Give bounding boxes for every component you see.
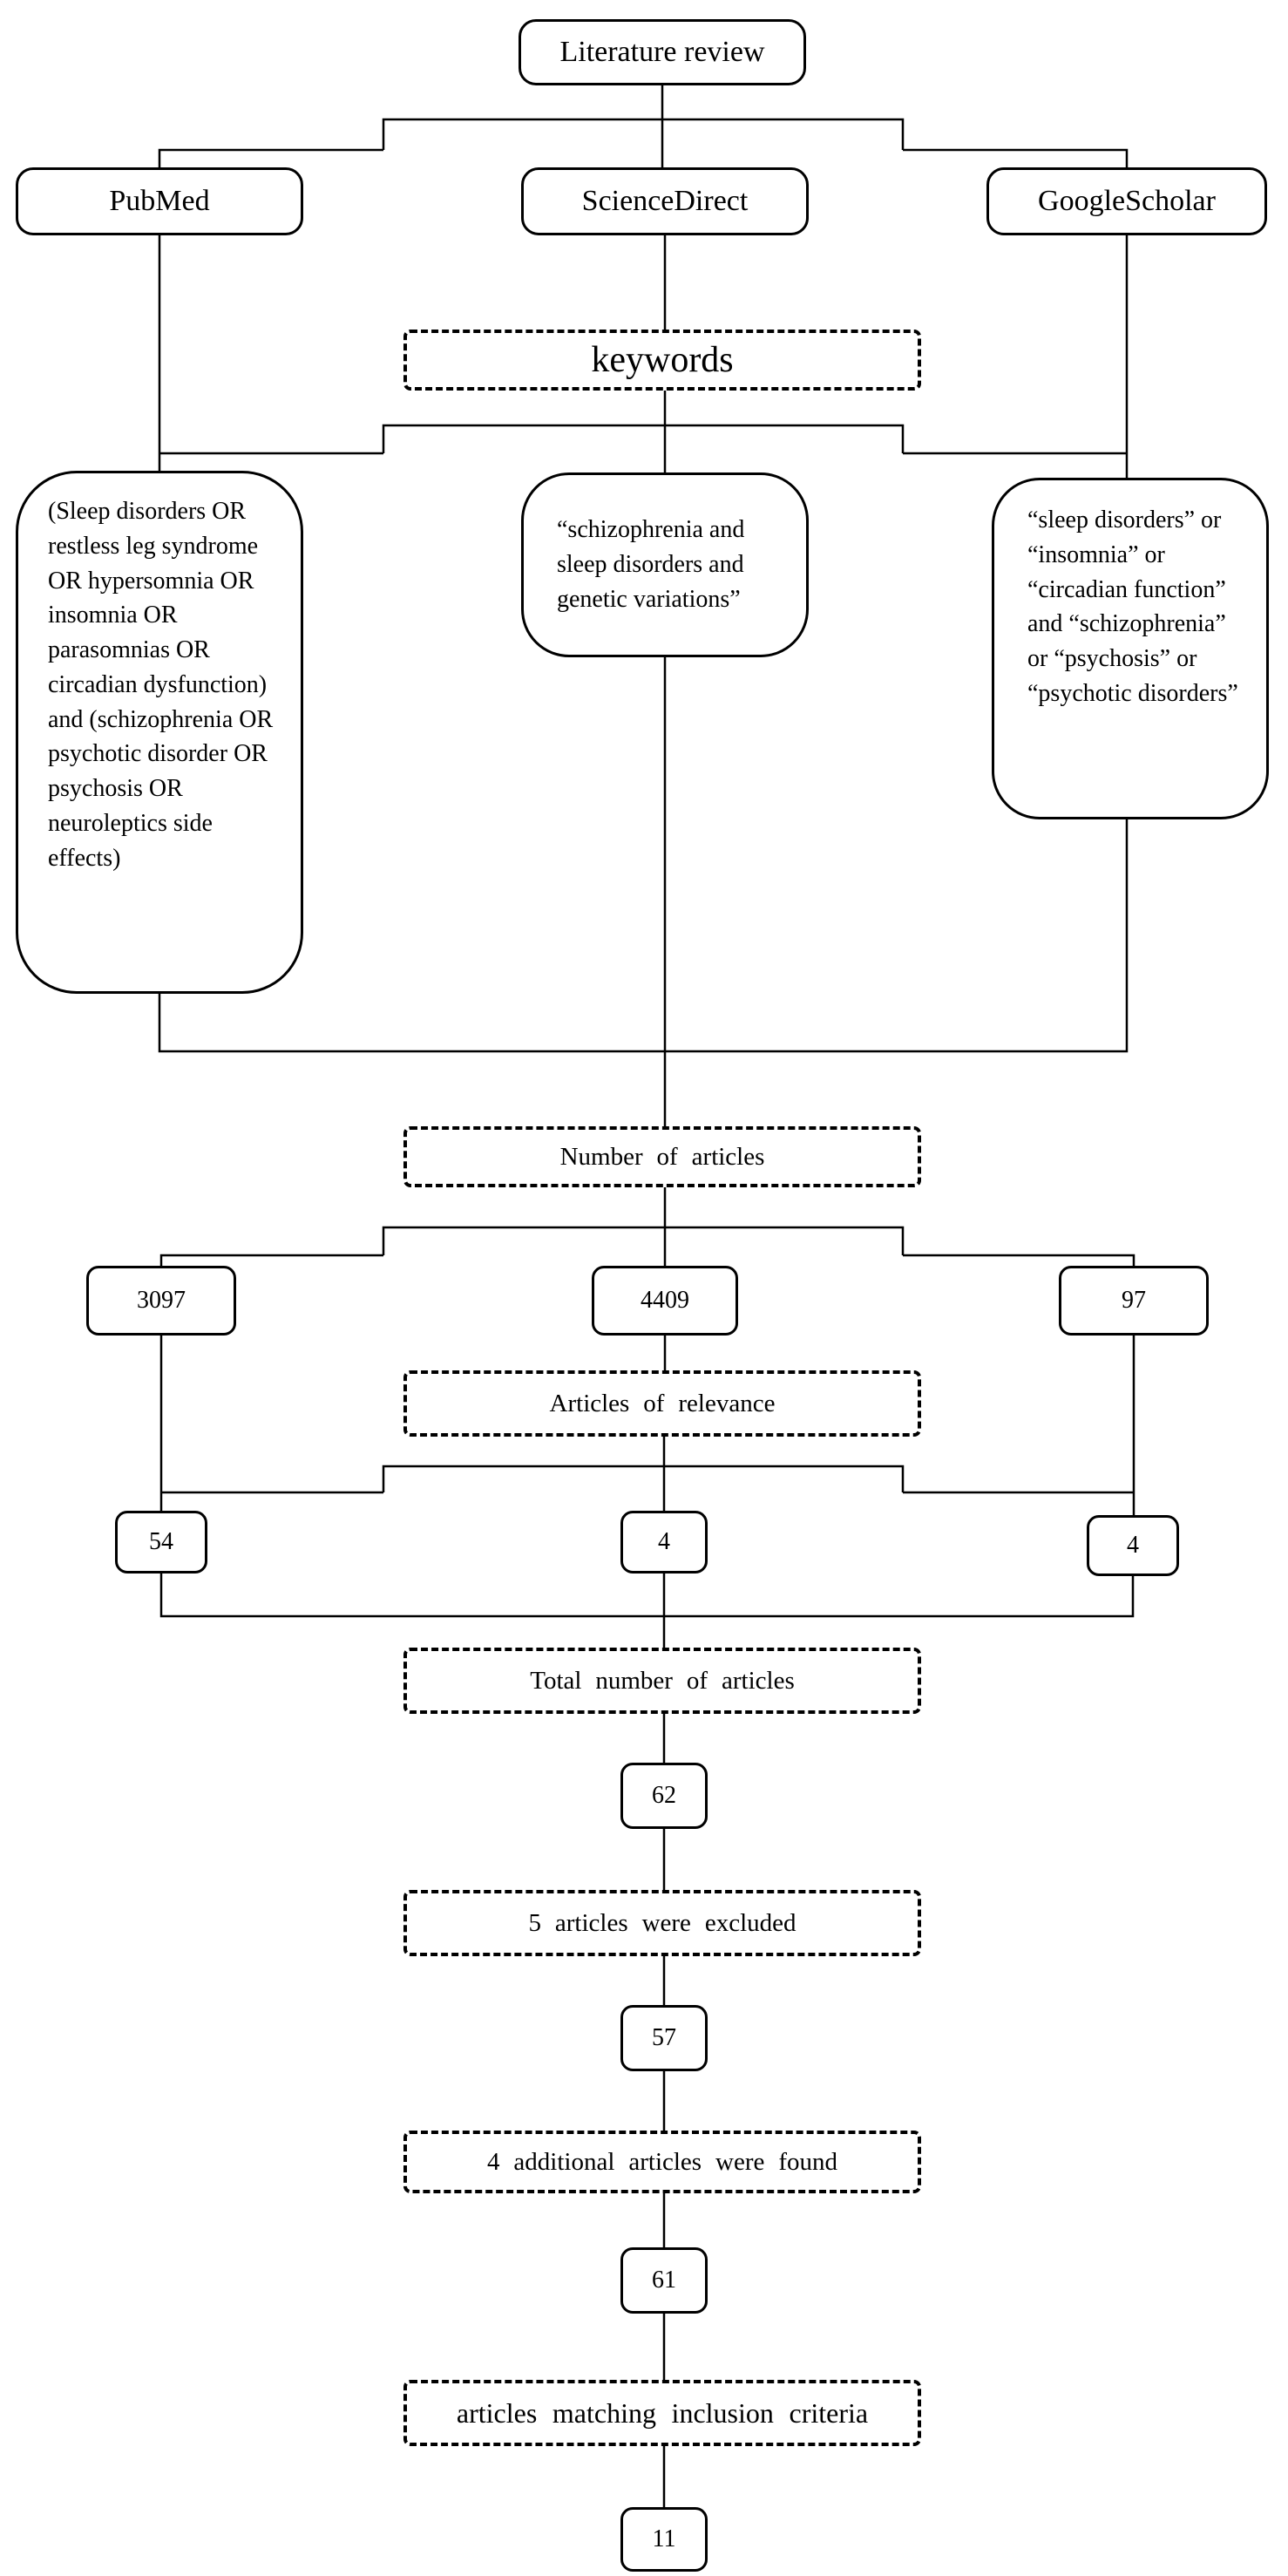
- sciencedirect-relevant-count: 4: [658, 1528, 670, 1555]
- line-numarticles-to-3097: [161, 1255, 383, 1266]
- sciencedirect-relevant-count-node: [620, 1511, 708, 1573]
- after-exclusion-count-node: [620, 2005, 708, 2071]
- sciencedirect-count-node: [592, 1266, 738, 1336]
- line-numarticles-to-97: [903, 1255, 1134, 1266]
- total-count-node: [620, 1763, 708, 1829]
- pubmed-count: 3097: [137, 1287, 186, 1314]
- googlescholar-count-node: [1059, 1266, 1209, 1336]
- literature-review-label: Literature review: [559, 36, 765, 68]
- googlescholar-relevant-count: 4: [1127, 1532, 1139, 1559]
- pubmed-query-text: (Sleep disorders OR restless leg syndrome OR hypersomnia OR insomnia OR parasomnias OR circadian dysfunction) and (schizophrenia OR psychotic disorder OR psychosis OR neuroleptics side effects): [48, 498, 274, 872]
- sciencedirect-label: ScienceDirect: [581, 185, 749, 217]
- relevance-label: Articles of relevance: [549, 1389, 776, 1417]
- line-queries-merge-bar: [159, 819, 1127, 1051]
- keywords-stage-label: keywords: [591, 340, 734, 380]
- inclusion-label: articles matching inclusion criteria: [456, 2396, 869, 2429]
- total-stage-node: [403, 1648, 921, 1714]
- after-addition-count-node: [620, 2247, 708, 2314]
- final-count: 11: [652, 2525, 676, 2552]
- number-of-articles-label: Number of articles: [559, 1142, 765, 1171]
- literature-review-node: [519, 19, 806, 85]
- total-count: 62: [652, 1782, 676, 1809]
- after-exclusion-count: 57: [652, 2024, 676, 2051]
- additional-stage-node: [403, 2131, 921, 2193]
- pubmed-count-node: [86, 1266, 236, 1336]
- pubmed-query-node: [16, 471, 303, 994]
- relevance-stage-node: [403, 1370, 921, 1437]
- line-relevant-merge-bar: [161, 1573, 1133, 1616]
- additional-label: 4 additional articles were found: [486, 2147, 837, 2176]
- line-relevance-fan-bar: [383, 1466, 903, 1492]
- pubmed-label: PubMed: [109, 185, 210, 217]
- line-root-fan-bar: [383, 119, 903, 150]
- line-keywords-fan-bar: [383, 425, 903, 453]
- line-numarticles-fan-bar: [383, 1227, 903, 1255]
- pubmed-relevant-count-node: [115, 1511, 207, 1573]
- sciencedirect-query-text: “schizophrenia and sleep disorders and genetic variations”: [557, 516, 745, 613]
- googlescholar-query-node: [992, 478, 1269, 819]
- number-of-articles-stage-node: [403, 1126, 921, 1187]
- googlescholar-relevant-count-node: [1087, 1515, 1179, 1576]
- excluded-label: 5 articles were excluded: [528, 1908, 797, 1937]
- sciencedirect-node: [521, 167, 809, 235]
- sciencedirect-count: 4409: [641, 1287, 689, 1314]
- googlescholar-count: 97: [1122, 1287, 1146, 1314]
- pubmed-node: [16, 167, 303, 235]
- pubmed-relevant-count: 54: [149, 1528, 173, 1555]
- keywords-stage-node: [403, 330, 921, 391]
- googlescholar-node: [986, 167, 1267, 235]
- googlescholar-query-text: “sleep disorders” or “insomnia” or “circadian function” and “schizophrenia” or “psychosis” or “psychotic disorders”: [1027, 506, 1238, 707]
- sciencedirect-query-node: [521, 472, 809, 657]
- excluded-stage-node: [403, 1890, 921, 1956]
- final-count-node: [620, 2507, 708, 2572]
- inclusion-stage-node: [403, 2380, 921, 2446]
- line-root-to-googlescholar: [903, 150, 1127, 167]
- after-addition-count: 61: [652, 2267, 676, 2294]
- total-label: Total number of articles: [530, 1666, 795, 1695]
- line-root-to-pubmed: [159, 150, 383, 167]
- googlescholar-label: GoogleScholar: [1038, 185, 1216, 217]
